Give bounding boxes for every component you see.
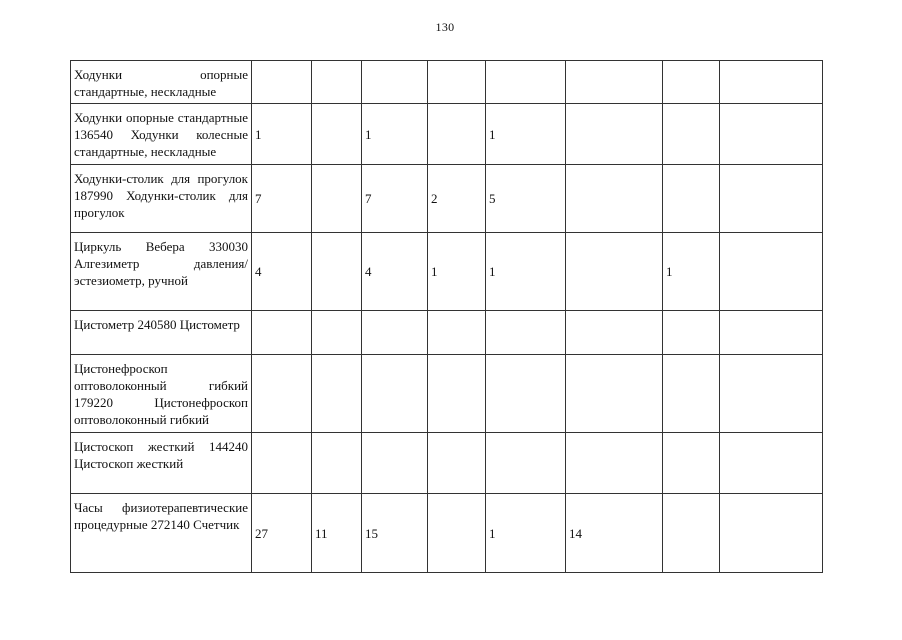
value-cell	[486, 61, 566, 104]
value-cell: 1	[252, 104, 312, 165]
value-cell	[252, 311, 312, 355]
table-row	[71, 311, 823, 355]
value-cell	[428, 494, 486, 573]
value-cell	[566, 433, 663, 494]
value-cell	[312, 433, 362, 494]
value-cell: 15	[362, 494, 428, 573]
table-row	[71, 104, 823, 165]
value-cell: 11	[312, 494, 362, 573]
value-cell	[566, 104, 663, 165]
value-cell	[663, 433, 720, 494]
value-cell	[720, 165, 823, 233]
value-cell	[486, 355, 566, 433]
value-cell	[566, 61, 663, 104]
value-cell	[566, 165, 663, 233]
item-name-cell: Цистоскоп жесткий 144240 Цистоскоп жесткий	[71, 433, 252, 494]
value-cell	[428, 61, 486, 104]
table-row	[71, 494, 823, 573]
equipment-table	[70, 60, 823, 573]
value-cell	[663, 104, 720, 165]
value-cell	[663, 311, 720, 355]
value-cell: 2	[428, 165, 486, 233]
value-cell: 27	[252, 494, 312, 573]
value-cell: 1	[663, 233, 720, 311]
value-cell: 4	[252, 233, 312, 311]
value-cell	[312, 311, 362, 355]
value-cell: 1	[486, 104, 566, 165]
page-number: 130	[435, 20, 455, 34]
item-name-cell: Циркуль Вебера 330030 Алгезиметр давления/эстезиометр, ручной	[71, 233, 252, 311]
value-cell	[362, 355, 428, 433]
item-name-cell: Часы физиотерапевтические процедурные 272140 Счетчик	[71, 494, 252, 573]
table-row	[71, 165, 823, 233]
value-cell: 5	[486, 165, 566, 233]
value-cell	[663, 61, 720, 104]
value-cell	[720, 311, 823, 355]
item-name-cell: Ходунки опорные стандартные 136540 Ходунки колесные стандартные, нескладные	[71, 104, 252, 165]
item-name-cell: Цистонефроскоп оптоволоконный гибкий 179220 Цистонефроскоп оптоволоконный гибкий	[71, 355, 252, 433]
value-cell	[428, 355, 486, 433]
value-cell	[312, 61, 362, 104]
value-cell: 1	[486, 494, 566, 573]
value-cell	[428, 311, 486, 355]
value-cell	[252, 61, 312, 104]
value-cell	[566, 311, 663, 355]
value-cell	[720, 104, 823, 165]
value-cell	[720, 494, 823, 573]
value-cell	[312, 233, 362, 311]
value-cell	[312, 104, 362, 165]
table-row	[71, 355, 823, 433]
value-cell	[566, 233, 663, 311]
value-cell	[362, 61, 428, 104]
value-cell	[566, 355, 663, 433]
value-cell	[720, 433, 823, 494]
table-row	[71, 61, 823, 104]
value-cell	[252, 433, 312, 494]
value-cell	[362, 311, 428, 355]
value-cell: 7	[252, 165, 312, 233]
value-cell	[663, 165, 720, 233]
item-name-cell: Ходунки опорные стандартные, нескладные	[71, 61, 252, 104]
value-cell: 1	[486, 233, 566, 311]
value-cell: 1	[428, 233, 486, 311]
value-cell: 7	[362, 165, 428, 233]
value-cell	[486, 311, 566, 355]
value-cell	[663, 355, 720, 433]
table-row	[71, 233, 823, 311]
value-cell	[428, 104, 486, 165]
value-cell	[486, 433, 566, 494]
value-cell	[252, 355, 312, 433]
table-body	[71, 61, 823, 573]
value-cell	[362, 433, 428, 494]
table-row	[71, 433, 823, 494]
value-cell	[312, 165, 362, 233]
value-cell	[312, 355, 362, 433]
value-cell	[720, 355, 823, 433]
value-cell	[720, 61, 823, 104]
value-cell: 4	[362, 233, 428, 311]
value-cell	[663, 494, 720, 573]
item-name-cell: Ходунки-столик для прогулок 187990 Ходунки-столик для прогулок	[71, 165, 252, 233]
value-cell: 1	[362, 104, 428, 165]
item-name-cell: Цистометр 240580 Цистометр	[71, 311, 252, 355]
value-cell	[720, 233, 823, 311]
value-cell: 14	[566, 494, 663, 573]
value-cell	[428, 433, 486, 494]
